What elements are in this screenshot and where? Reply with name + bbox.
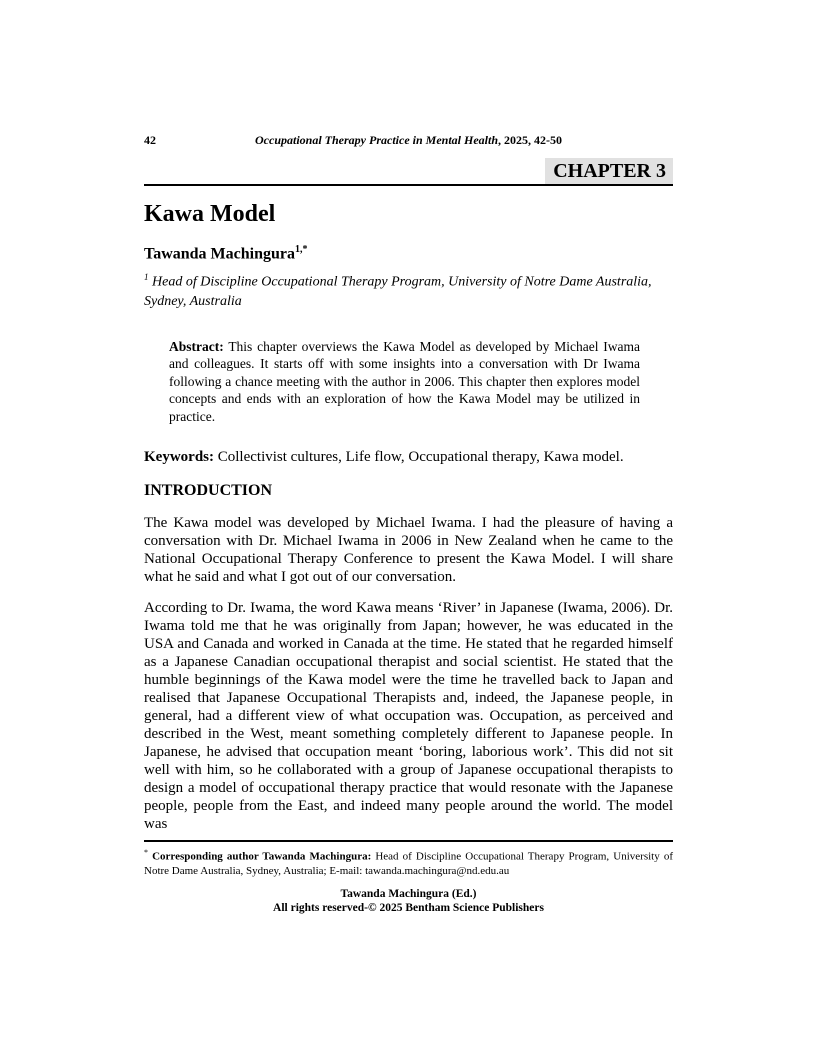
section-heading-introduction: INTRODUCTION	[144, 482, 273, 500]
publisher-editor-line: Tawanda Machingura (Ed.)	[340, 888, 477, 901]
chapter-badge: CHAPTER 3	[545, 158, 673, 184]
page-number: 42	[144, 133, 156, 147]
abstract-label: Abstract:	[169, 338, 224, 354]
footnote-marker: *	[144, 848, 148, 858]
corresponding-author-footnote	[144, 840, 673, 878]
author-name: Tawanda Machingura	[144, 245, 295, 263]
author-superscript: 1,*	[295, 244, 308, 255]
publisher-block	[144, 888, 673, 915]
author-line	[144, 241, 673, 263]
author-affiliation	[144, 268, 673, 311]
footnote-bold-text: Corresponding author Tawanda Machingura:	[152, 851, 372, 864]
keywords-label: Keywords:	[144, 449, 214, 466]
affiliation-text: Head of Discipline Occupational Therapy Program, University of Notre Dame Australia, Sydney, Australia	[144, 274, 652, 309]
running-title-suffix: , 2025, 42-50	[498, 133, 562, 147]
running-title	[255, 133, 562, 147]
article-title: Kawa Model	[144, 201, 276, 227]
publisher-rights-line: All rights reserved-© 2025 Bentham Science Publishers	[273, 901, 544, 914]
keywords-text: Collectivist cultures, Life flow, Occupational therapy, Kawa model.	[217, 449, 624, 466]
running-title-italic: Occupational Therapy Practice in Mental Health	[255, 133, 498, 147]
chapter-rule-row	[144, 158, 673, 186]
keywords-line	[144, 448, 673, 466]
running-header	[144, 133, 673, 147]
footnote-text: Head of Discipline Occupational Therapy Program, University of Notre Dame Australia, Sydney, Australia; E-mail: tawanda.machingura@nd.edu.au	[144, 851, 673, 877]
abstract-text: This chapter overviews the Kawa Model as developed by Michael Iwama and colleagues. It starts off with some insights into a conversation with Dr Iwama following a chance meeting with the author in 2006. This chapter then explores model concepts and ends with an exploration of how the Kawa Model may be utilized in practice.	[169, 338, 640, 424]
abstract-block	[169, 338, 640, 426]
paragraph-1: The Kawa model was developed by Michael Iwama. I had the pleasure of having a conversation with Dr. Michael Iwama in 2006 in New Zealand when he came to the National Occupational Therapy Conference to present the Kawa Model. I will share what he said and what I got out of our conversation.	[144, 515, 673, 586]
affiliation-marker: 1	[144, 272, 149, 283]
paragraph-2: According to Dr. Iwama, the word Kawa means ‘River’ in Japanese (Iwama, 2006). Dr. Iwama told me that he was originally from Japan; however, he was educated in the USA and Canada and worked in Canada at the time. He stated that he regarded himself as a Japanese Canadian occupational therapist and social scientist. He stated that the humble beginnings of the Kawa model were the time he travelled back to Japan and realised that Japanese Occupational Therapists and, indeed, the Japanese people, in general, had a different view of what occupation was. Occupation, as perceived and described in the West, meant something completely different to Japanese people. In Japanese, he advised that occupation meant ‘boring, laborious work’. This did not sit well with him, so he collaborated with a group of Japanese occupational therapists to design a model of occupational therapy practice that would resonate with the Japanese people, people from the East, and indeed many people around the world. The model was	[144, 600, 673, 833]
